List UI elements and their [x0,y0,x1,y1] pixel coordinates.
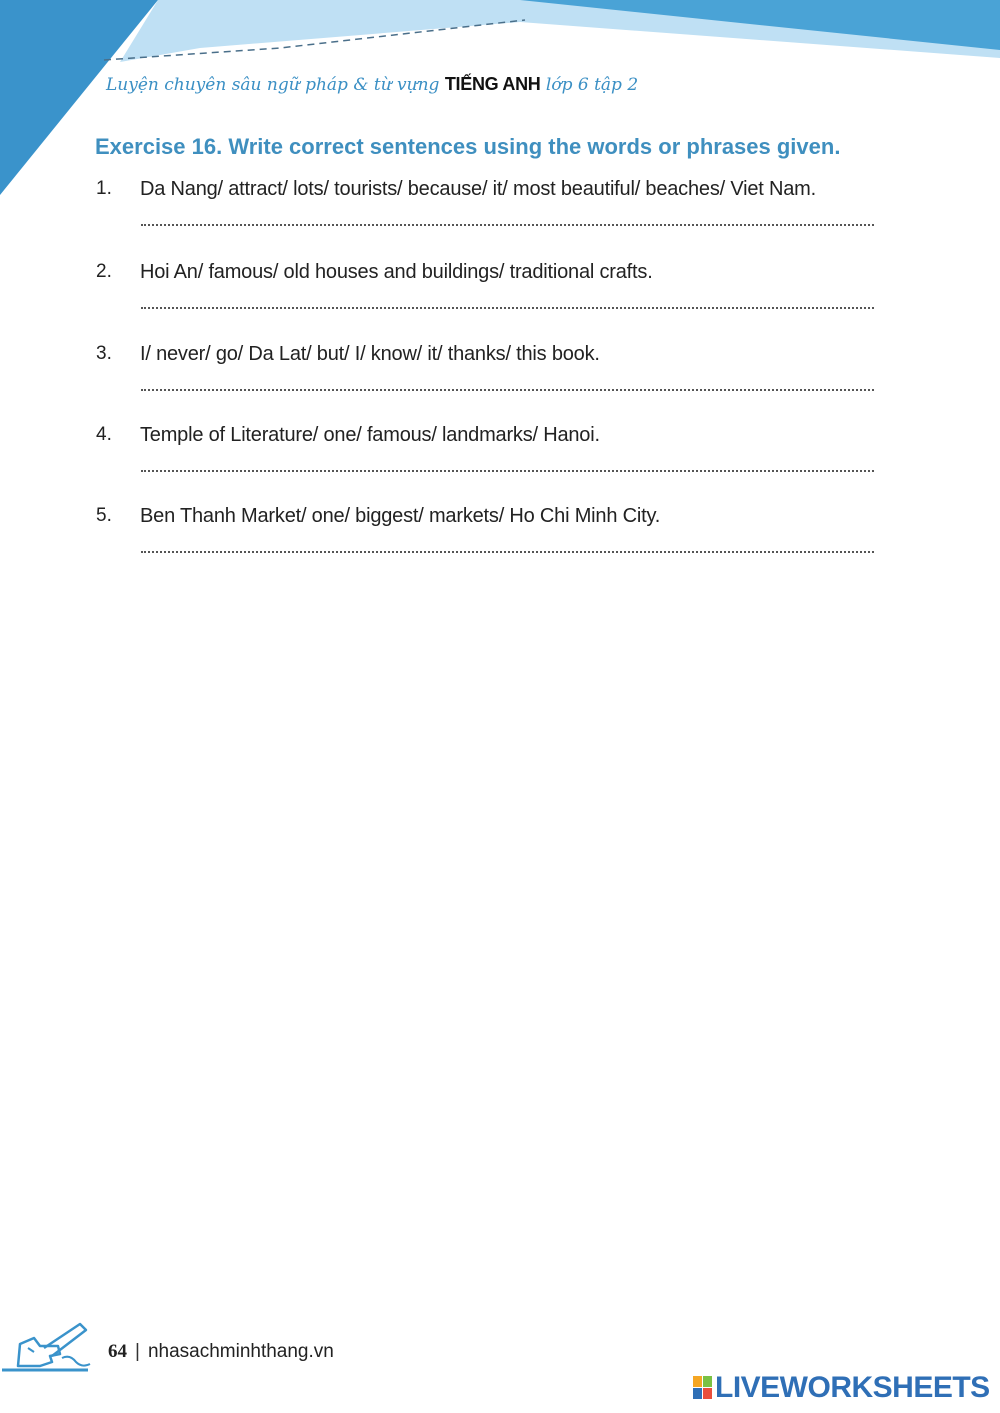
liveworksheets-watermark [693,1370,990,1406]
item-prompt: Temple of Literature/ one/ famous/ landmarks/ Hanoi. [140,424,600,446]
page-number: 64 [108,1341,127,1362]
item-number: 2. [96,261,112,282]
item-prompt: I/ never/ go/ Da Lat/ but/ I/ know/ it/ thanks/ this book. [140,343,600,365]
liveworksheets-logo-icon [693,1376,713,1400]
exercise-title: Exercise 16. Write correct sentences using the words or phrases given. [95,134,841,159]
answer-line[interactable] [141,224,874,226]
series-title-strong: TIẾNG ANH [444,74,541,94]
hand-writing-icon [0,1318,100,1378]
exercise-item-5 [96,505,906,585]
series-title [106,74,638,95]
exercise-item-2 [96,261,906,341]
item-number: 1. [96,178,112,199]
series-title-suffix: lớp 6 tập 2 [545,75,639,95]
footer [108,1341,334,1363]
footer-website: nhasachminhthang.vn [147,1341,334,1362]
item-prompt: Hoi An/ famous/ old houses and buildings/ traditional crafts. [140,261,653,283]
exercise-item-3 [96,343,906,423]
answer-line[interactable] [141,389,874,391]
header-decoration [0,0,1000,200]
watermark-text: LIVEWORKSHEETS [715,1371,990,1404]
item-prompt: Ben Thanh Market/ one/ biggest/ markets/ Ho Chi Minh City. [140,505,661,527]
exercise-item-1 [96,178,906,258]
item-prompt: Da Nang/ attract/ lots/ tourists/ because/ it/ most beautiful/ beaches/ Viet Nam. [140,178,816,200]
item-number: 5. [96,505,112,526]
exercise-item-4 [96,424,906,504]
answer-line[interactable] [141,470,874,472]
item-number: 4. [96,424,112,445]
footer-separator: | [135,1341,140,1362]
answer-line[interactable] [141,307,874,309]
item-number: 3. [96,343,112,364]
answer-line[interactable] [141,551,874,553]
series-title-prefix: Luyện chuyên sâu ngữ pháp & từ vựng [106,75,440,95]
